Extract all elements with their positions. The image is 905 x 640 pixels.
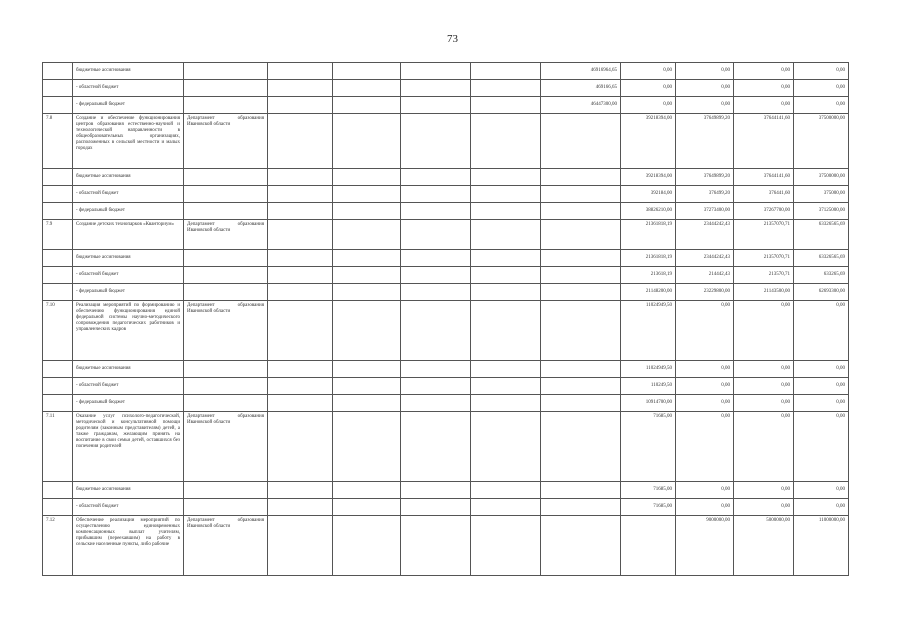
budget-table [42, 62, 849, 576]
value-cell: 21143500,00 [734, 284, 794, 301]
value-cell [621, 516, 676, 576]
row-executor [184, 267, 268, 284]
row-executor [184, 482, 268, 499]
row-number [43, 361, 73, 378]
row-name: бюджетные ассигнования [73, 361, 184, 378]
empty-cell [268, 284, 333, 301]
table-row [43, 203, 849, 220]
value-cell: 0,00 [734, 378, 794, 395]
value-cell: 62693300,00 [794, 284, 849, 301]
value-cell: 0,00 [794, 499, 849, 516]
empty-cell [471, 378, 541, 395]
value-cell: 39218394,00 [621, 169, 676, 186]
empty-cell [268, 378, 333, 395]
row-name: бюджетные ассигнования [73, 169, 184, 186]
empty-cell [401, 203, 471, 220]
value-cell: 37125000,00 [794, 203, 849, 220]
value-cell: 0,00 [734, 395, 794, 412]
empty-cell [471, 169, 541, 186]
empty-cell [401, 267, 471, 284]
value-cell [541, 284, 621, 301]
empty-cell [333, 114, 401, 169]
row-name: - областной бюджет [73, 378, 184, 395]
empty-cell [471, 499, 541, 516]
value-cell: 0,00 [676, 412, 734, 482]
value-cell [541, 412, 621, 482]
table-row [43, 482, 849, 499]
value-cell: 213618,19 [621, 267, 676, 284]
row-executor: Департамент образования Ивановской области [184, 220, 268, 250]
value-cell: 9000000,00 [676, 516, 734, 576]
table-row [43, 284, 849, 301]
empty-cell [333, 220, 401, 250]
value-cell: 21357070,71 [734, 220, 794, 250]
value-cell: 0,00 [794, 378, 849, 395]
value-cell [541, 186, 621, 203]
table-row [43, 63, 849, 80]
value-cell: 0,00 [676, 63, 734, 80]
row-name: - федеральный бюджет [73, 395, 184, 412]
empty-cell [268, 516, 333, 576]
value-cell: 39218394,00 [621, 114, 676, 169]
empty-cell [268, 267, 333, 284]
table-row [43, 516, 849, 576]
value-cell: 37644141,60 [734, 169, 794, 186]
empty-cell [401, 378, 471, 395]
value-cell: 0,00 [734, 412, 794, 482]
value-cell: 37273400,00 [676, 203, 734, 220]
value-cell: 0,00 [676, 301, 734, 361]
empty-cell [471, 186, 541, 203]
row-executor [184, 203, 268, 220]
empty-cell [471, 412, 541, 482]
empty-cell [333, 284, 401, 301]
row-number [43, 169, 73, 186]
row-name: - федеральный бюджет [73, 284, 184, 301]
empty-cell [268, 482, 333, 499]
row-number [43, 395, 73, 412]
empty-cell [333, 395, 401, 412]
row-number [43, 97, 73, 114]
value-cell: 23229800,00 [676, 284, 734, 301]
empty-cell [333, 412, 401, 482]
row-executor [184, 97, 268, 114]
value-cell: 46916964,65 [541, 63, 621, 80]
row-number: 7.10 [43, 301, 73, 361]
empty-cell [333, 250, 401, 267]
value-cell: 0,00 [621, 80, 676, 97]
row-name: бюджетные ассигнования [73, 63, 184, 80]
empty-cell [333, 378, 401, 395]
empty-cell [471, 516, 541, 576]
row-executor [184, 80, 268, 97]
value-cell: 214442,43 [676, 267, 734, 284]
value-cell: 0,00 [734, 97, 794, 114]
empty-cell [401, 80, 471, 97]
value-cell [541, 378, 621, 395]
row-name: Создание детских технопарков «Кванториум» [73, 220, 184, 250]
row-executor [184, 63, 268, 80]
value-cell: 11024949,50 [621, 301, 676, 361]
value-cell: 11024949,50 [621, 361, 676, 378]
value-cell: 0,00 [676, 395, 734, 412]
empty-cell [401, 361, 471, 378]
row-executor [184, 186, 268, 203]
value-cell [541, 499, 621, 516]
value-cell [541, 516, 621, 576]
value-cell: 0,00 [794, 361, 849, 378]
value-cell: 375000,00 [794, 186, 849, 203]
value-cell: 5000000,00 [734, 516, 794, 576]
table-row [43, 186, 849, 203]
value-cell [541, 169, 621, 186]
empty-cell [471, 63, 541, 80]
value-cell: 71685,00 [621, 499, 676, 516]
row-name: - областной бюджет [73, 80, 184, 97]
value-cell: 0,00 [676, 378, 734, 395]
value-cell: 0,00 [734, 63, 794, 80]
value-cell: 21148200,00 [621, 284, 676, 301]
empty-cell [268, 395, 333, 412]
row-number [43, 250, 73, 267]
empty-cell [333, 186, 401, 203]
value-cell: 0,00 [794, 412, 849, 482]
value-cell: 71685,00 [621, 412, 676, 482]
table-row [43, 412, 849, 482]
row-name: Реализация мероприятий по формированию и обеспечению функционирования единой федеральной системы научно-методического сопровождения педагогических работников и управленческих кадров [73, 301, 184, 361]
value-cell: 10914700,00 [621, 395, 676, 412]
value-cell: 376441,60 [734, 186, 794, 203]
empty-cell [268, 301, 333, 361]
empty-cell [471, 267, 541, 284]
value-cell: 0,00 [794, 301, 849, 361]
row-name: Создание и обеспечение функционирования центров образования естественно-научной и технологической направленности в общеобразовательных организациях, расположенных в сельской местности и малых городах [73, 114, 184, 169]
value-cell: 469166,65 [541, 80, 621, 97]
value-cell: 21361818,19 [621, 250, 676, 267]
value-cell: 633265,69 [794, 267, 849, 284]
row-executor: Департамент образования Ивановской области [184, 114, 268, 169]
table-row [43, 499, 849, 516]
empty-cell [401, 97, 471, 114]
empty-cell [333, 63, 401, 80]
empty-cell [333, 203, 401, 220]
empty-cell [401, 114, 471, 169]
row-name: - федеральный бюджет [73, 97, 184, 114]
row-executor [184, 284, 268, 301]
value-cell: 0,00 [621, 63, 676, 80]
empty-cell [401, 250, 471, 267]
row-number: 7.8 [43, 114, 73, 169]
row-name: - федеральный бюджет [73, 203, 184, 220]
table-row [43, 220, 849, 250]
row-number [43, 267, 73, 284]
row-executor [184, 169, 268, 186]
page-number: 73 [447, 33, 458, 45]
value-cell: 0,00 [676, 361, 734, 378]
value-cell: 0,00 [794, 63, 849, 80]
empty-cell [471, 284, 541, 301]
row-number [43, 378, 73, 395]
row-name: Оказание услуг психолого-педагогической, методической и консультативной помощи родителям (законным представителям) детей, а также гражданам, желающим принять на воспитание в свои семьи детей, оставшихся без попечения родителей [73, 412, 184, 482]
empty-cell [268, 250, 333, 267]
empty-cell [401, 284, 471, 301]
value-cell: 213570,71 [734, 267, 794, 284]
value-cell [541, 361, 621, 378]
value-cell: 11000000,00 [794, 516, 849, 576]
row-number: 7.12 [43, 516, 73, 576]
value-cell [541, 220, 621, 250]
value-cell: 38826210,00 [621, 203, 676, 220]
value-cell [541, 250, 621, 267]
row-number [43, 482, 73, 499]
table-row [43, 250, 849, 267]
empty-cell [333, 361, 401, 378]
value-cell [541, 203, 621, 220]
empty-cell [471, 301, 541, 361]
value-cell: 0,00 [676, 499, 734, 516]
empty-cell [333, 301, 401, 361]
empty-cell [268, 169, 333, 186]
row-executor [184, 250, 268, 267]
row-executor: Департамент образования Ивановской области [184, 412, 268, 482]
empty-cell [268, 412, 333, 482]
empty-cell [268, 361, 333, 378]
value-cell [541, 114, 621, 169]
value-cell: 23444242,43 [676, 220, 734, 250]
value-cell: 23444242,43 [676, 250, 734, 267]
empty-cell [268, 186, 333, 203]
value-cell: 21357070,71 [734, 250, 794, 267]
empty-cell [471, 220, 541, 250]
table-row [43, 301, 849, 361]
value-cell: 376499,20 [676, 186, 734, 203]
row-number [43, 63, 73, 80]
row-number: 7.9 [43, 220, 73, 250]
row-executor [184, 378, 268, 395]
value-cell: 0,00 [734, 361, 794, 378]
row-name: бюджетные ассигнования [73, 250, 184, 267]
empty-cell [333, 169, 401, 186]
value-cell: 37500000,00 [794, 114, 849, 169]
value-cell: 0,00 [734, 482, 794, 499]
row-executor [184, 361, 268, 378]
row-number [43, 203, 73, 220]
row-executor: Департамент образования Ивановской области [184, 516, 268, 576]
row-executor: Департамент образования Ивановской области [184, 301, 268, 361]
value-cell: 71685,00 [621, 482, 676, 499]
empty-cell [401, 169, 471, 186]
empty-cell [401, 412, 471, 482]
value-cell: 0,00 [794, 80, 849, 97]
row-number [43, 80, 73, 97]
empty-cell [268, 203, 333, 220]
empty-cell [333, 80, 401, 97]
value-cell [541, 301, 621, 361]
empty-cell [471, 80, 541, 97]
value-cell: 63326565,69 [794, 220, 849, 250]
table-row [43, 169, 849, 186]
empty-cell [401, 220, 471, 250]
empty-cell [268, 80, 333, 97]
empty-cell [471, 395, 541, 412]
value-cell: 0,00 [794, 97, 849, 114]
row-number [43, 499, 73, 516]
empty-cell [268, 499, 333, 516]
value-cell: 392184,00 [621, 186, 676, 203]
table-row [43, 361, 849, 378]
value-cell: 37267700,00 [734, 203, 794, 220]
empty-cell [401, 186, 471, 203]
empty-cell [471, 361, 541, 378]
empty-cell [401, 63, 471, 80]
table-body [43, 63, 849, 576]
empty-cell [401, 499, 471, 516]
row-number [43, 284, 73, 301]
value-cell: 37644141,60 [734, 114, 794, 169]
row-name: бюджетные ассигнования [73, 482, 184, 499]
row-executor [184, 395, 268, 412]
empty-cell [471, 203, 541, 220]
empty-cell [333, 97, 401, 114]
row-number: 7.11 [43, 412, 73, 482]
value-cell: 0,00 [794, 482, 849, 499]
value-cell: 0,00 [621, 97, 676, 114]
table-row [43, 80, 849, 97]
empty-cell [268, 220, 333, 250]
value-cell: 0,00 [734, 499, 794, 516]
value-cell [541, 395, 621, 412]
row-name: - областной бюджет [73, 499, 184, 516]
table-row [43, 378, 849, 395]
empty-cell [333, 267, 401, 284]
value-cell: 63326565,69 [794, 250, 849, 267]
value-cell [541, 482, 621, 499]
row-number [43, 186, 73, 203]
value-cell: 46447300,00 [541, 97, 621, 114]
value-cell: 37500000,00 [794, 169, 849, 186]
value-cell: 0,00 [794, 395, 849, 412]
value-cell: 0,00 [676, 97, 734, 114]
table-row [43, 114, 849, 169]
empty-cell [333, 499, 401, 516]
value-cell: 0,00 [676, 80, 734, 97]
empty-cell [268, 63, 333, 80]
value-cell: 37649899,20 [676, 169, 734, 186]
empty-cell [401, 516, 471, 576]
value-cell: 21361818,19 [621, 220, 676, 250]
row-name: Обеспечение реализации мероприятий по осуществлению единовременных компенсационных выплат учителям, прибывшим (переехавшим) на работу в сельские населенные пункты, либо рабочие [73, 516, 184, 576]
row-name: - областной бюджет [73, 267, 184, 284]
value-cell [541, 267, 621, 284]
empty-cell [401, 482, 471, 499]
value-cell: 37649899,20 [676, 114, 734, 169]
value-cell: 0,00 [676, 482, 734, 499]
empty-cell [333, 516, 401, 576]
empty-cell [268, 114, 333, 169]
row-name: - областной бюджет [73, 186, 184, 203]
empty-cell [471, 114, 541, 169]
value-cell: 110249,50 [621, 378, 676, 395]
empty-cell [268, 97, 333, 114]
table-row [43, 97, 849, 114]
table-row [43, 267, 849, 284]
empty-cell [401, 395, 471, 412]
empty-cell [471, 97, 541, 114]
table-row [43, 395, 849, 412]
empty-cell [471, 482, 541, 499]
row-executor [184, 499, 268, 516]
value-cell: 0,00 [734, 301, 794, 361]
empty-cell [471, 250, 541, 267]
empty-cell [401, 301, 471, 361]
empty-cell [333, 482, 401, 499]
value-cell: 0,00 [734, 80, 794, 97]
